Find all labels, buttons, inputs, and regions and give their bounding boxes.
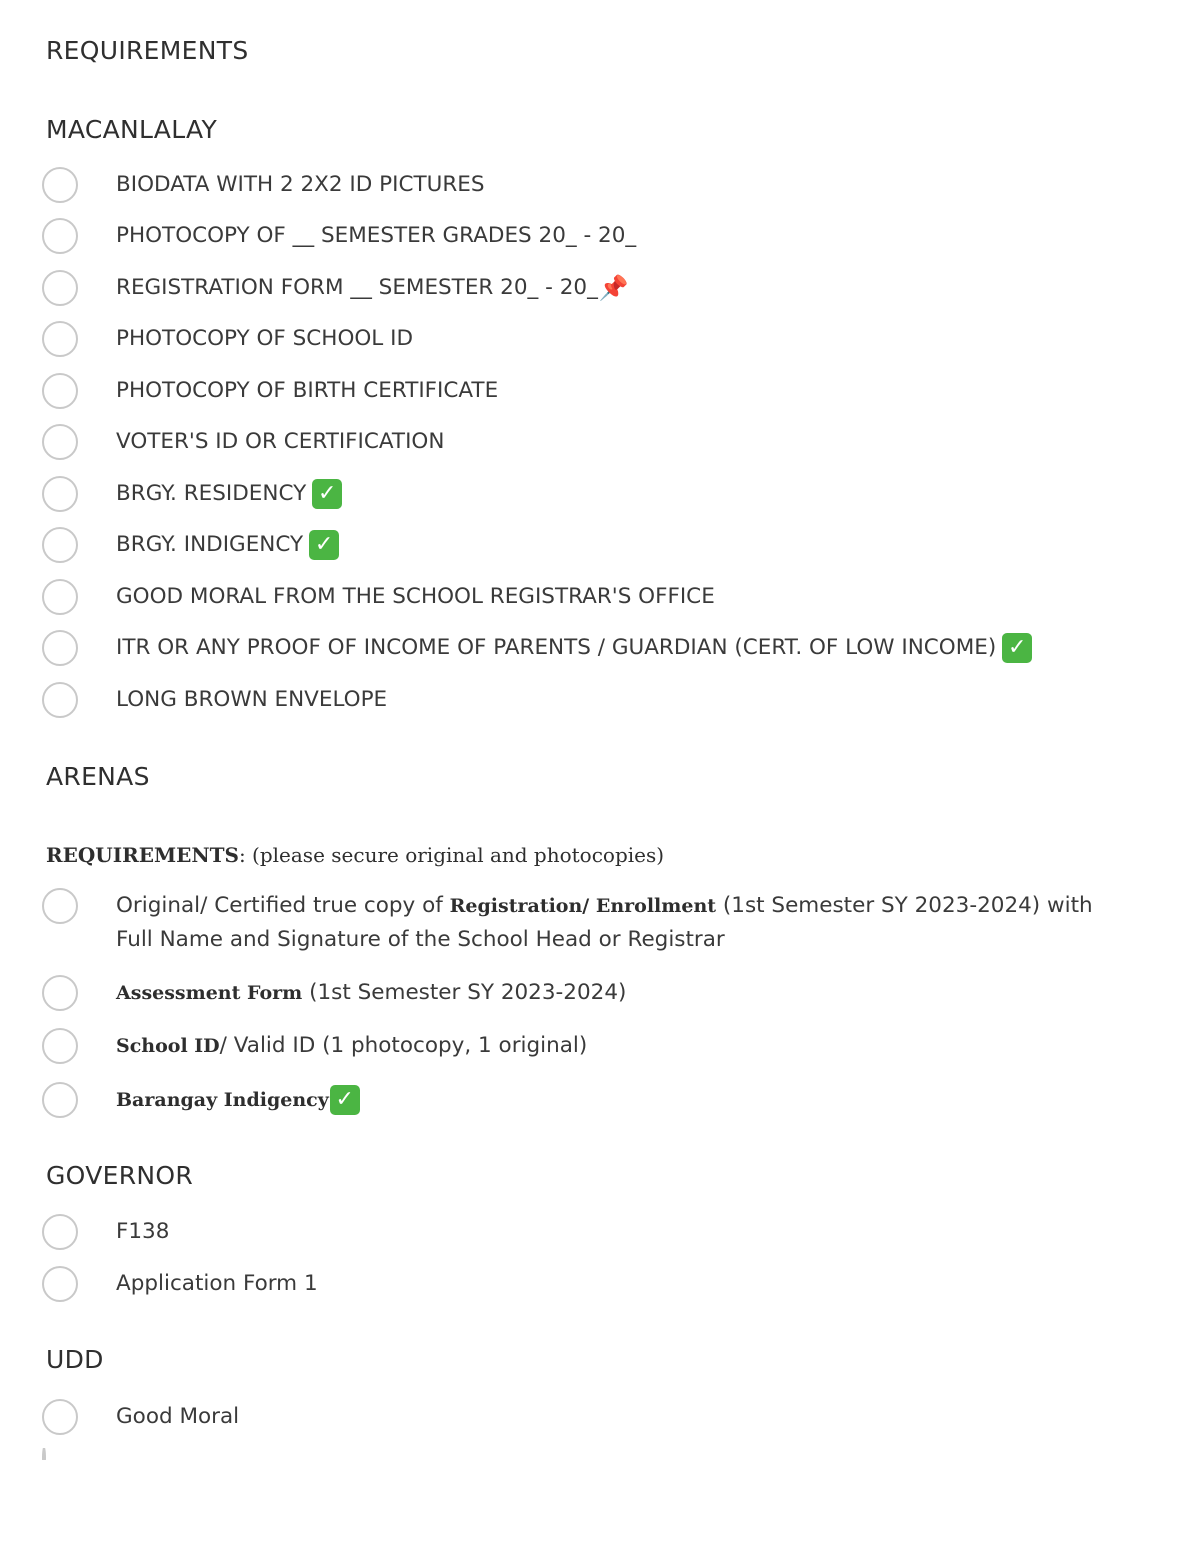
item-label: Good Moral xyxy=(116,1404,240,1429)
checklist-item[interactable] xyxy=(42,366,1162,416)
item-label: Application Form 1 xyxy=(116,1271,318,1296)
radio-button[interactable] xyxy=(42,682,78,718)
item-label: ITR OR ANY PROOF OF INCOME OF PARENTS / GUARDIAN (CERT. OF LOW INCOME) xyxy=(116,635,997,660)
section-heading-udd: UDD xyxy=(46,1345,104,1374)
checklist-item[interactable] xyxy=(42,675,1162,725)
note-text: : (please secure original and photocopies) xyxy=(238,843,665,867)
page-title: REQUIREMENTS xyxy=(46,36,249,65)
item-label: LONG BROWN ENVELOPE xyxy=(116,687,388,712)
partial-radio-button[interactable] xyxy=(42,1448,78,1460)
radio-button[interactable] xyxy=(42,975,78,1011)
checklist-item[interactable] xyxy=(42,623,1162,673)
checklist-item[interactable] xyxy=(42,887,1162,961)
radio-button[interactable] xyxy=(42,476,78,512)
checklist-item[interactable] xyxy=(42,1392,1162,1442)
item-label-post: (1st Semester SY 2023-2024) with Full Name and Signature of the School Head or Registrar xyxy=(116,893,1093,952)
item-label: BIODATA WITH 2 2X2 ID PICTURES xyxy=(116,172,485,197)
checklist-item[interactable] xyxy=(42,1207,1162,1257)
item-label-post: / Valid ID (1 photocopy, 1 original) xyxy=(219,1033,588,1058)
radio-button[interactable] xyxy=(42,1082,78,1118)
pushpin-icon: 📌 xyxy=(598,274,629,302)
radio-button[interactable] xyxy=(42,218,78,254)
item-label: REGISTRATION FORM __ SEMESTER 20_ - 20_ xyxy=(116,275,598,300)
item-label-bold: Barangay Indigency xyxy=(116,1089,329,1111)
checklist-item[interactable] xyxy=(42,160,1162,210)
checklist-item[interactable] xyxy=(42,520,1162,570)
check-mark-icon: ✓ xyxy=(312,479,342,509)
radio-button[interactable] xyxy=(42,888,78,924)
item-label-post: (1st Semester SY 2023-2024) xyxy=(302,980,627,1005)
note-bold: REQUIREMENTS xyxy=(46,843,239,867)
radio-button[interactable] xyxy=(42,167,78,203)
item-label-bold: Assessment Form xyxy=(116,982,303,1004)
radio-button[interactable] xyxy=(42,424,78,460)
item-label-bold: Registration/ Enrollment xyxy=(449,895,717,917)
radio-button[interactable] xyxy=(42,270,78,306)
item-label-bold: School ID xyxy=(116,1035,220,1057)
item-label: PHOTOCOPY OF __ SEMESTER GRADES 20_ - 20_ xyxy=(116,223,637,248)
radio-button[interactable] xyxy=(42,321,78,357)
radio-button[interactable] xyxy=(42,1028,78,1064)
checklist-item[interactable] xyxy=(42,211,1162,261)
checklist-item[interactable] xyxy=(42,1021,1162,1071)
check-mark-icon: ✓ xyxy=(309,530,339,560)
item-label-wrap xyxy=(116,631,1032,665)
item-label: F138 xyxy=(116,1219,170,1244)
radio-button[interactable] xyxy=(42,373,78,409)
checklist-item[interactable] xyxy=(42,968,1162,1018)
check-mark-icon: ✓ xyxy=(330,1085,360,1115)
checklist-item[interactable] xyxy=(42,417,1162,467)
item-label: VOTER'S ID OR CERTIFICATION xyxy=(116,429,445,454)
checklist-item[interactable] xyxy=(42,1259,1162,1309)
radio-button[interactable] xyxy=(42,1399,78,1435)
radio-button[interactable] xyxy=(42,1448,46,1460)
section-heading-arenas: ARENAS xyxy=(46,762,150,791)
item-label-wrap xyxy=(116,1029,587,1063)
item-label-wrap xyxy=(116,1083,360,1117)
checklist-item[interactable] xyxy=(42,572,1162,622)
item-label: PHOTOCOPY OF BIRTH CERTIFICATE xyxy=(116,378,499,403)
item-label-wrap xyxy=(116,271,629,305)
requirements-note xyxy=(46,843,664,867)
item-label: PHOTOCOPY OF SCHOOL ID xyxy=(116,326,414,351)
item-label-wrap xyxy=(116,889,1126,957)
section-heading-governor: GOVERNOR xyxy=(46,1161,194,1190)
section-heading-macanlalay: MACANLALAY xyxy=(46,115,218,144)
item-label-pre: Original/ Certified true copy of xyxy=(116,893,450,918)
item-label-wrap xyxy=(116,528,339,562)
item-label: BRGY. RESIDENCY xyxy=(116,481,307,506)
radio-button[interactable] xyxy=(42,1214,78,1250)
item-label-wrap xyxy=(116,976,626,1010)
checklist-item[interactable] xyxy=(42,263,1162,313)
check-mark-icon: ✓ xyxy=(1002,633,1032,663)
radio-button[interactable] xyxy=(42,630,78,666)
item-label-wrap xyxy=(116,477,342,511)
checklist-item[interactable] xyxy=(42,469,1162,519)
radio-button[interactable] xyxy=(42,579,78,615)
checklist-item[interactable] xyxy=(42,314,1162,364)
checklist-item[interactable] xyxy=(42,1075,1162,1125)
radio-button[interactable] xyxy=(42,1266,78,1302)
item-label: GOOD MORAL FROM THE SCHOOL REGISTRAR'S OFFICE xyxy=(116,584,715,609)
item-label: BRGY. INDIGENCY xyxy=(116,532,304,557)
radio-button[interactable] xyxy=(42,527,78,563)
